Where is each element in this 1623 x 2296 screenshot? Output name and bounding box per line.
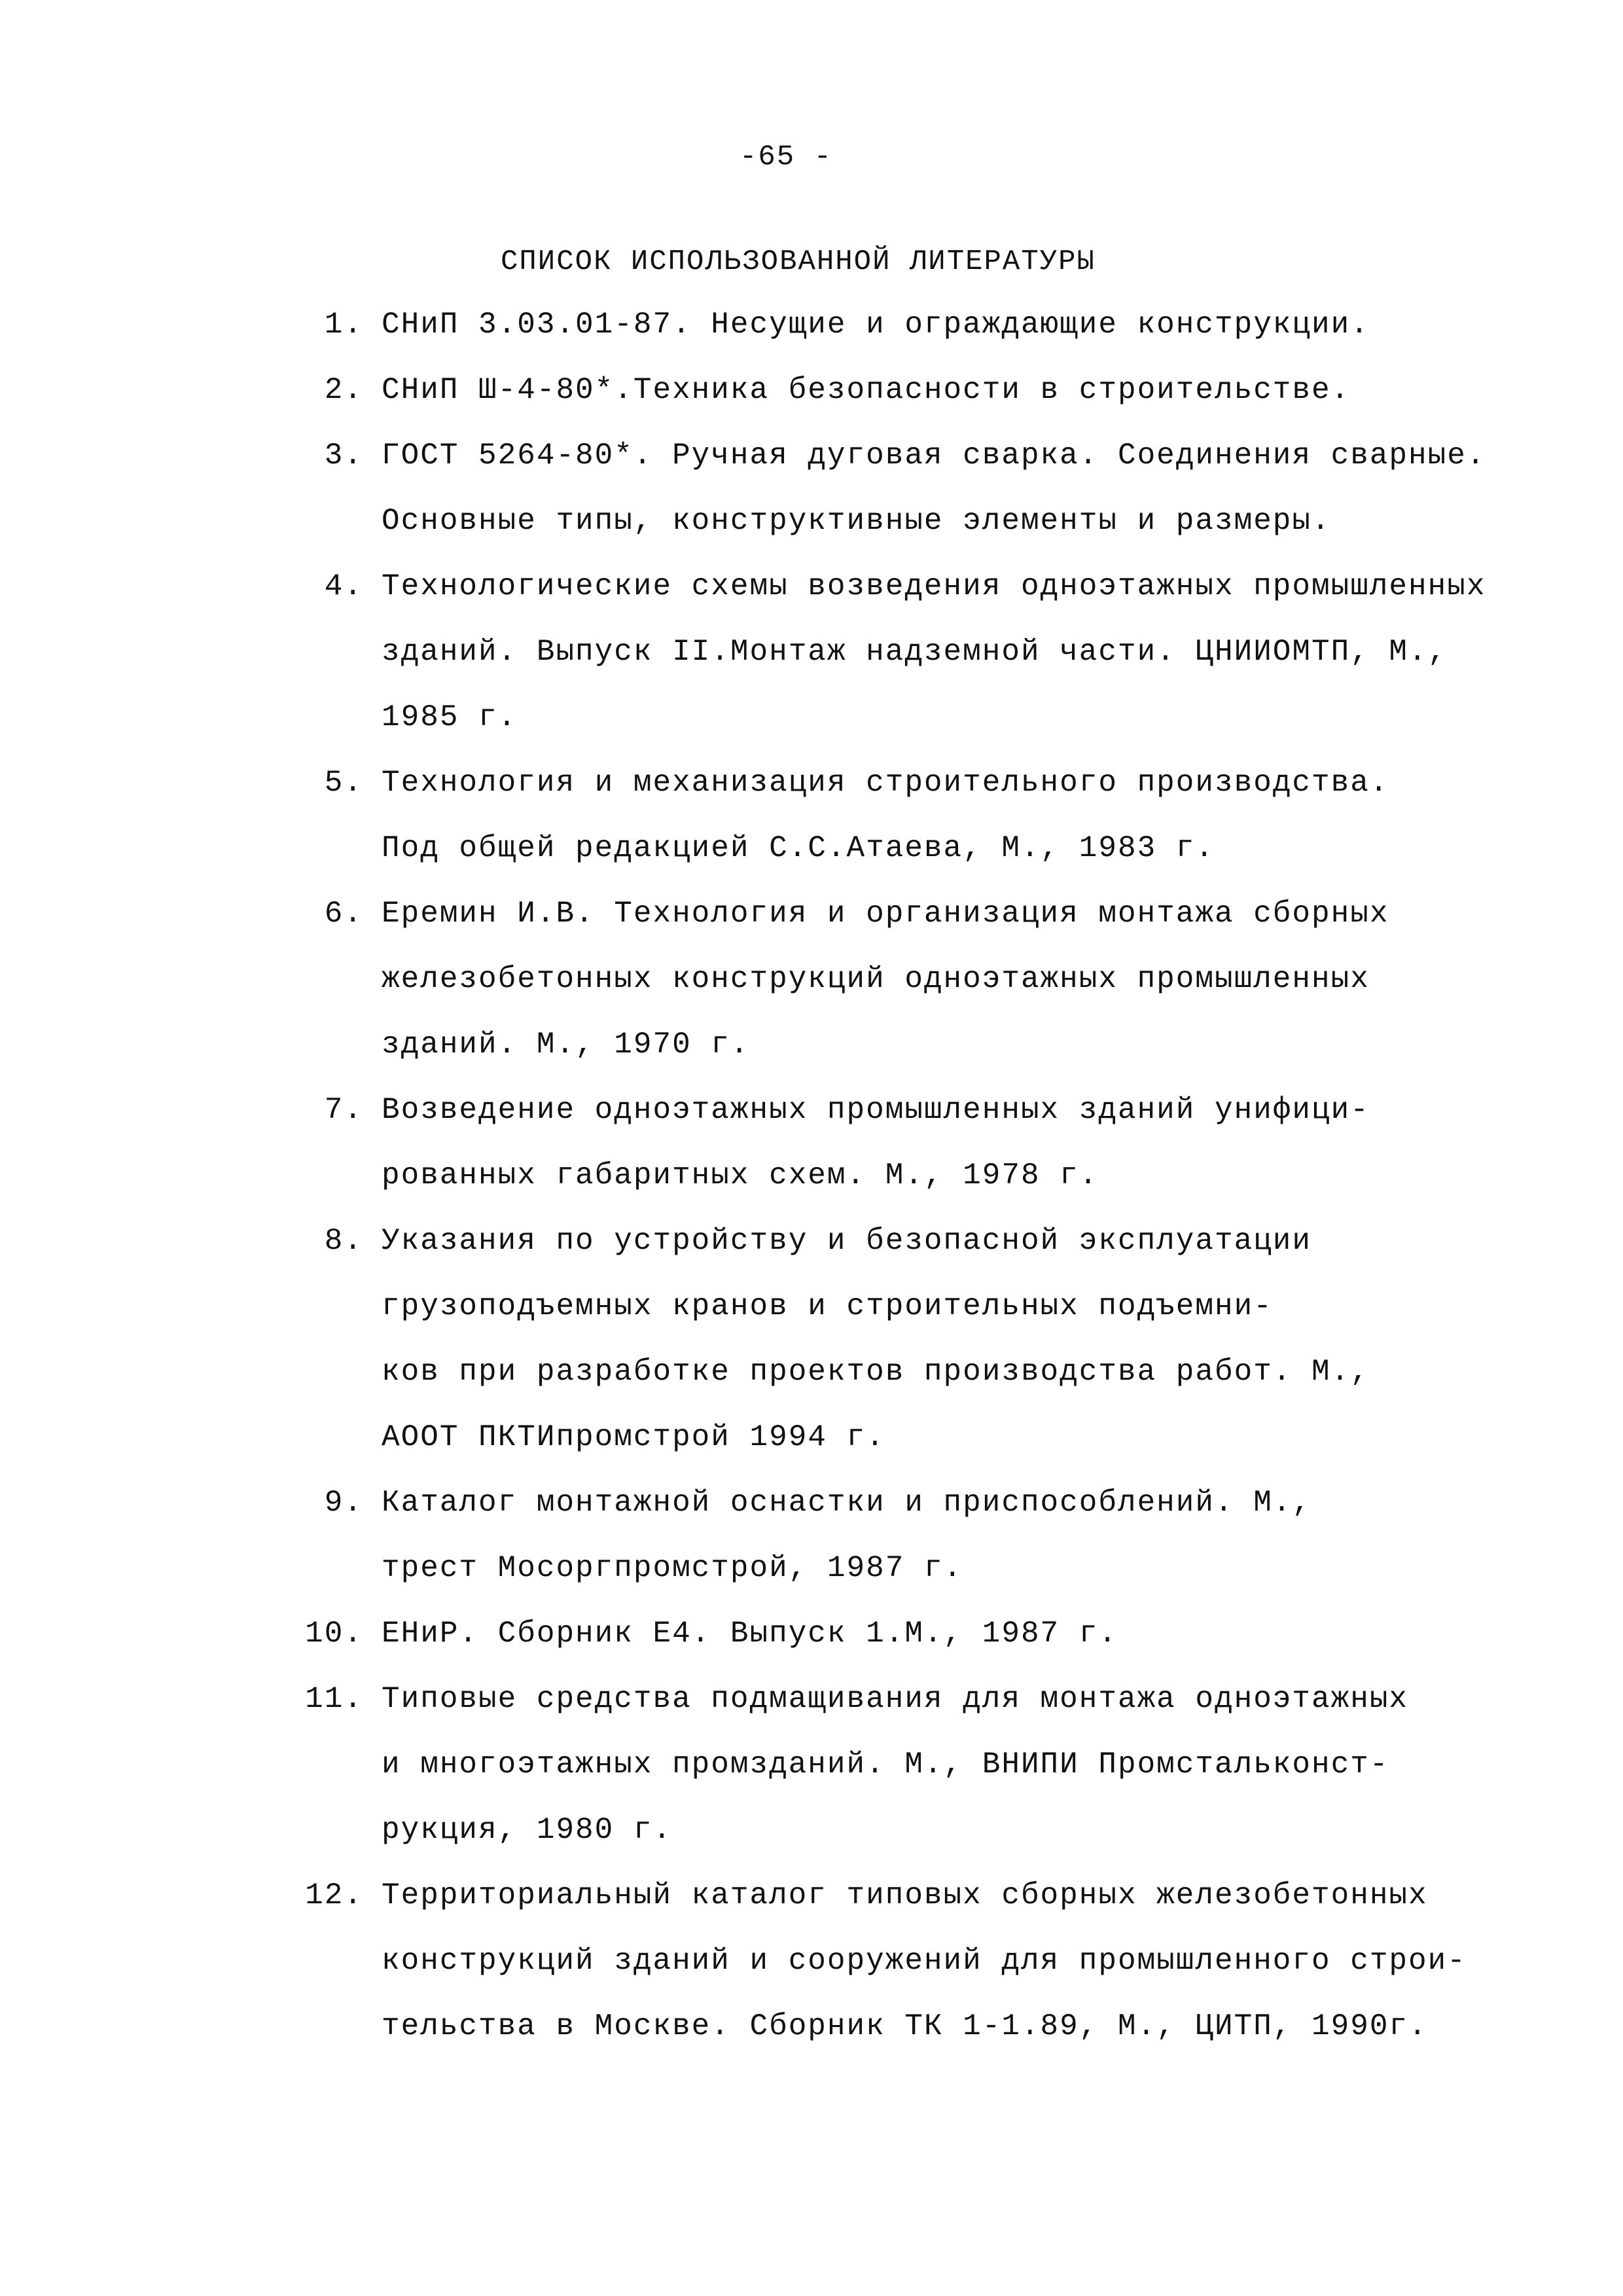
reference-text: Возведение одноэтажных промышленных зданий унифици- bbox=[382, 1093, 1370, 1127]
reference-number: 12. bbox=[305, 1878, 363, 1912]
reference-line bbox=[0, 1682, 1623, 1748]
reference-text: 1985 г. bbox=[382, 700, 518, 734]
reference-text: Под общей редакцией С.С.Атаева, М., 1983 г. bbox=[382, 831, 1215, 865]
reference-line bbox=[0, 1355, 1623, 1420]
reference-text: Еремин И.В. Технология и организация монтажа сборных bbox=[382, 897, 1389, 931]
reference-line bbox=[0, 1748, 1623, 1813]
reference-line bbox=[0, 1028, 1623, 1093]
reference-line bbox=[0, 700, 1623, 766]
reference-text: и многоэтажных промзданий. М., ВНИПИ Промстальконст- bbox=[382, 1748, 1389, 1782]
reference-text: СНиП Ш-4-80*.Техника безопасности в строительстве. bbox=[382, 373, 1351, 407]
reference-line bbox=[0, 504, 1623, 569]
reference-text: Типовые средства подмащивания для монтажа одноэтажных bbox=[382, 1682, 1409, 1716]
reference-line bbox=[0, 1420, 1623, 1486]
reference-line bbox=[0, 1878, 1623, 1944]
reference-text: Технология и механизация строительного производства. bbox=[382, 766, 1389, 800]
reference-line bbox=[0, 766, 1623, 831]
reference-line bbox=[0, 373, 1623, 439]
reference-number: 10. bbox=[305, 1617, 363, 1651]
reference-text: зданий. Выпуск II.Монтаж надземной части. ЦНИИОМТП, М., bbox=[382, 635, 1448, 669]
reference-number: 1. bbox=[324, 308, 363, 342]
reference-number: 11. bbox=[305, 1682, 363, 1716]
reference-text: конструкций зданий и сооружений для промышленного строи- bbox=[382, 1944, 1467, 1978]
reference-line bbox=[0, 1289, 1623, 1355]
reference-text: тельства в Москве. Сборник ТК 1-1.89, М., ЦИТП, 1990г. bbox=[382, 2009, 1428, 2043]
reference-line bbox=[0, 569, 1623, 635]
reference-line bbox=[0, 1158, 1623, 1224]
reference-text: трест Мосоргпромстрой, 1987 г. bbox=[382, 1551, 963, 1585]
reference-list bbox=[0, 308, 1623, 2075]
reference-text: грузоподъемных кранов и строительных подъемни- bbox=[382, 1289, 1273, 1323]
reference-number: 2. bbox=[324, 373, 363, 407]
page-title: СПИСОК ИСПОЛЬЗОВАННОЙ ЛИТЕРАТУРЫ bbox=[501, 245, 1096, 278]
reference-line bbox=[0, 308, 1623, 373]
reference-number: 7. bbox=[324, 1093, 363, 1127]
reference-text: железобетонных конструкций одноэтажных промышленных bbox=[382, 962, 1370, 996]
reference-line bbox=[0, 1224, 1623, 1289]
reference-text: ков при разработке проектов производства работ. М., bbox=[382, 1355, 1370, 1389]
reference-text: СНиП 3.03.01-87. Несущие и ограждающие конструкции. bbox=[382, 308, 1370, 342]
reference-line bbox=[0, 2009, 1623, 2075]
reference-text: Основные типы, конструктивные элементы и размеры. bbox=[382, 504, 1331, 538]
reference-text: Технологические схемы возведения одноэтажных промышленных bbox=[382, 569, 1486, 603]
reference-line bbox=[0, 1486, 1623, 1551]
reference-text: Указания по устройству и безопасной эксплуатации bbox=[382, 1224, 1312, 1258]
reference-line bbox=[0, 1617, 1623, 1682]
reference-text: АООТ ПКТИпромстрой 1994 г. bbox=[382, 1420, 885, 1454]
reference-number: 5. bbox=[324, 766, 363, 800]
reference-text: рукция, 1980 г. bbox=[382, 1813, 673, 1847]
reference-line bbox=[0, 635, 1623, 700]
reference-line bbox=[0, 1093, 1623, 1158]
reference-line bbox=[0, 1551, 1623, 1617]
reference-text: Каталог монтажной оснастки и приспособлений. М., bbox=[382, 1486, 1312, 1520]
page-number: -65 - bbox=[740, 141, 833, 173]
reference-line bbox=[0, 831, 1623, 897]
reference-text: Территориальный каталог типовых сборных железобетонных bbox=[382, 1878, 1428, 1912]
reference-number: 9. bbox=[324, 1486, 363, 1520]
reference-text: ГОСТ 5264-80*. Ручная дуговая сварка. Соединения сварные. bbox=[382, 439, 1486, 473]
reference-text: рованных габаритных схем. М., 1978 г. bbox=[382, 1158, 1099, 1193]
reference-line bbox=[0, 1813, 1623, 1878]
reference-number: 6. bbox=[324, 897, 363, 931]
reference-line bbox=[0, 897, 1623, 962]
reference-text: зданий. М., 1970 г. bbox=[382, 1028, 750, 1062]
reference-line bbox=[0, 962, 1623, 1028]
reference-line bbox=[0, 439, 1623, 504]
reference-text: ЕНиР. Сборник Е4. Выпуск 1.М., 1987 г. bbox=[382, 1617, 1118, 1651]
reference-number: 4. bbox=[324, 569, 363, 603]
reference-number: 8. bbox=[324, 1224, 363, 1258]
reference-number: 3. bbox=[324, 439, 363, 473]
reference-line bbox=[0, 1944, 1623, 2009]
